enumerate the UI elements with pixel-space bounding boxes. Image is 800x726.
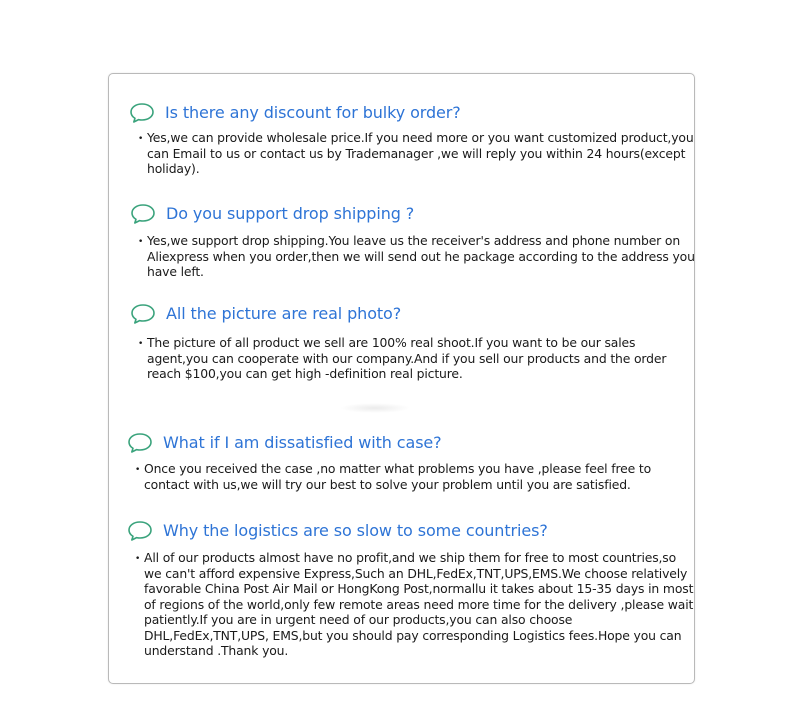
- faq-question-row: [130, 303, 401, 325]
- faq-question: Do you support drop shipping ?: [166, 204, 415, 223]
- faq-question-row: [127, 520, 548, 542]
- answer-bullet: •: [138, 134, 144, 144]
- faq-question-row: [130, 203, 414, 225]
- faq-question: Why the logistics are so slow to some countries?: [163, 521, 548, 540]
- faq-question-row: [127, 432, 442, 454]
- faq-answer: Yes,we support drop shipping.You leave us the receiver's address and phone number on Aliexpress when you order,then we will send out he package according to the address you have left.: [147, 233, 695, 279]
- speech-bubble-icon: [129, 102, 155, 124]
- faq-question-row: [129, 102, 461, 124]
- faq-question: What if I am dissatisfied with case?: [163, 433, 442, 452]
- faq-answer: Once you received the case ,no matter what problems you have ,please feel free to contact with us,we will try our best to solve your problem until you are satisfied.: [144, 461, 652, 492]
- speech-bubble-icon: [127, 432, 153, 454]
- speech-bubble-icon: [130, 203, 156, 225]
- faq-question: Is there any discount for bulky order?: [165, 103, 461, 122]
- faq-question: All the picture are real photo?: [166, 304, 402, 323]
- speech-bubble-icon: [130, 303, 156, 325]
- answer-bullet: •: [138, 237, 144, 247]
- faq-answer: Yes,we can provide wholesale price.If you need more or you want customized product,you can Email to us or contact us by Trademanager ,we will reply you within 24 hours(except holiday).: [147, 130, 694, 176]
- faq-answer: The picture of all product we sell are 100% real shoot.If you want to be our sales agent,you can cooperate with our company.And if you sell our products and the order reach $100,you can get high -definition real picture.: [147, 335, 667, 381]
- faint-smudge: [340, 403, 410, 413]
- answer-bullet: •: [135, 554, 141, 564]
- speech-bubble-icon: [127, 520, 153, 542]
- faq-card: [108, 73, 695, 684]
- answer-bullet: •: [138, 339, 144, 349]
- faq-answer: All of our products almost have no profit,and we ship them for free to most countries,so we can't afford expensive Express,Such an DHL,FedEx,TNT,UPS,EMS.We choose relatively favorable China Post Air Mail or HongKong Post,normallu it takes about 15-35 days in most of regions of the world,only few remote areas need more time for the delivery ,please wait patiently.If you are in urgent need of our products,you can also choose DHL,FedEx,TNT,UPS, EMS,but you should pay corresponding Logistics fees.Hope you can understand .Thank you.: [144, 550, 694, 658]
- answer-bullet: •: [135, 465, 141, 475]
